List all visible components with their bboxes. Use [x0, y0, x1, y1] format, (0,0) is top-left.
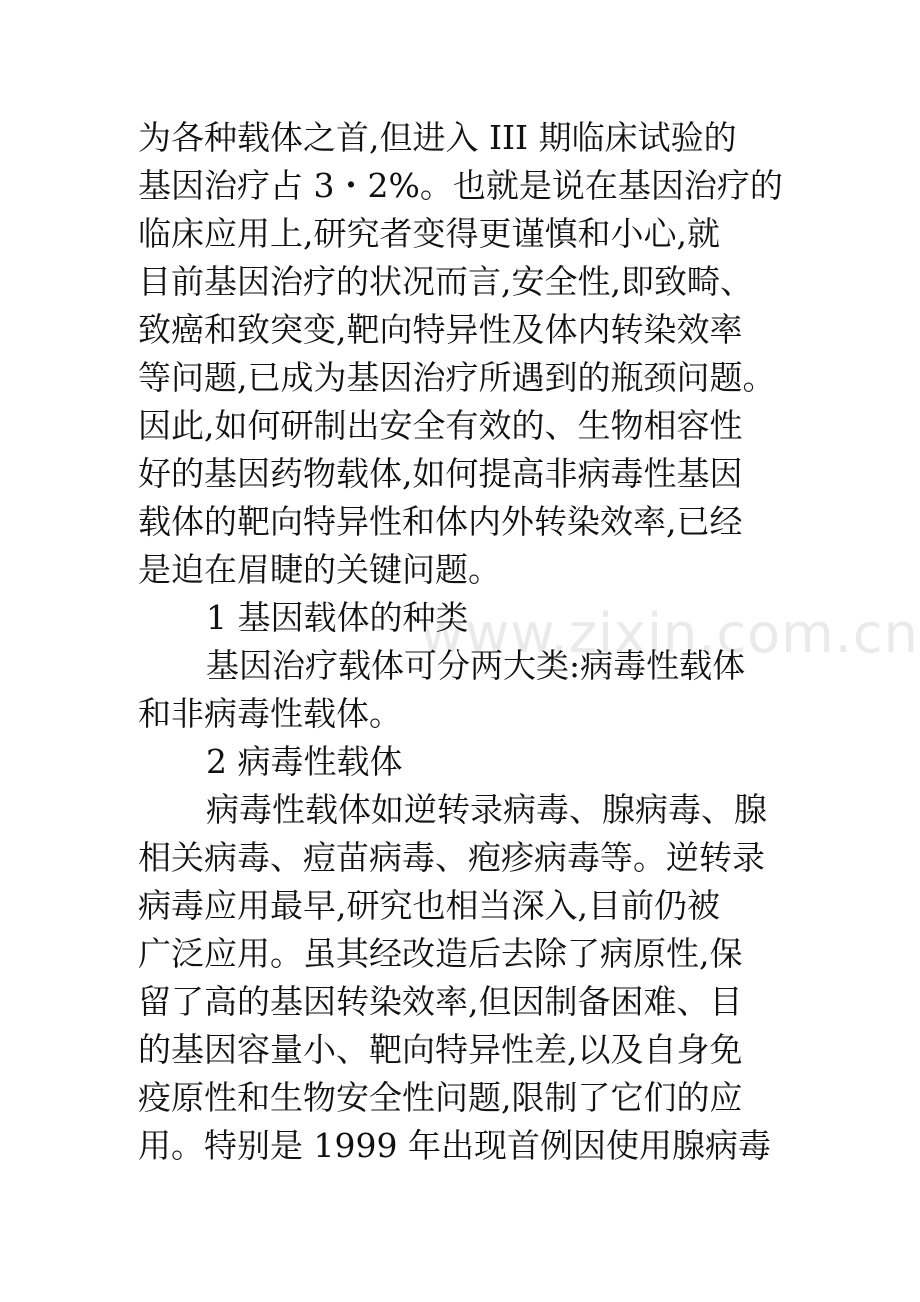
text-line: 相关病毒、痘苗病毒、疱疹病毒等。逆转录 — [138, 838, 765, 877]
text-line: 等问题,已成为基因治疗所遇到的瓶颈问题。 — [138, 358, 776, 397]
text-line: 好的基因药物载体,如何提高非病毒性基因 — [138, 454, 743, 493]
text-line: 留了高的基因转染效率,但因制备困难、目 — [138, 982, 743, 1021]
text-line: 载体的靶向特异性和体内外转染效率,已经 — [138, 502, 743, 541]
text-line: 疫原性和生物安全性问题,限制了它们的应 — [138, 1078, 743, 1117]
text-line: 基因治疗载体可分两大类:病毒性载体 — [206, 646, 746, 685]
watermark: www.zixin.com.cn — [420, 602, 919, 665]
text-line: 为各种载体之首,但进入 III 期临床试验的 — [138, 118, 737, 157]
text-line: 致癌和致突变,靶向特异性及体内转染效率 — [138, 310, 743, 349]
text-line: 基因治疗占 3・2%。也就是说在基因治疗的 — [138, 166, 783, 205]
text-line: 广泛应用。虽其经改造后去除了病原性,保 — [138, 934, 743, 973]
text-line: 目前基因治疗的状况而言,安全性,即致畸、 — [138, 262, 753, 301]
text-line: 病毒性载体如逆转录病毒、腺病毒、腺 — [206, 790, 767, 829]
text-line: 因此,如何研制出安全有效的、生物相容性 — [138, 406, 743, 445]
text-line: 和非病毒性载体。 — [138, 694, 402, 733]
section-heading: 1 基因载体的种类 — [206, 598, 469, 637]
section-heading: 2 病毒性载体 — [206, 742, 403, 781]
text-line: 病毒应用最早,研究也相当深入,目前仍被 — [138, 886, 720, 925]
text-line: 用。特别是 1999 年出现首例因使用腺病毒 — [138, 1126, 771, 1165]
text-line: 的基因容量小、靶向特异性差,以及自身免 — [138, 1030, 743, 1069]
text-line: 是迫在眉睫的关键问题。 — [138, 550, 501, 589]
text-line: 临床应用上,研究者变得更谨慎和小心,就 — [138, 214, 720, 253]
